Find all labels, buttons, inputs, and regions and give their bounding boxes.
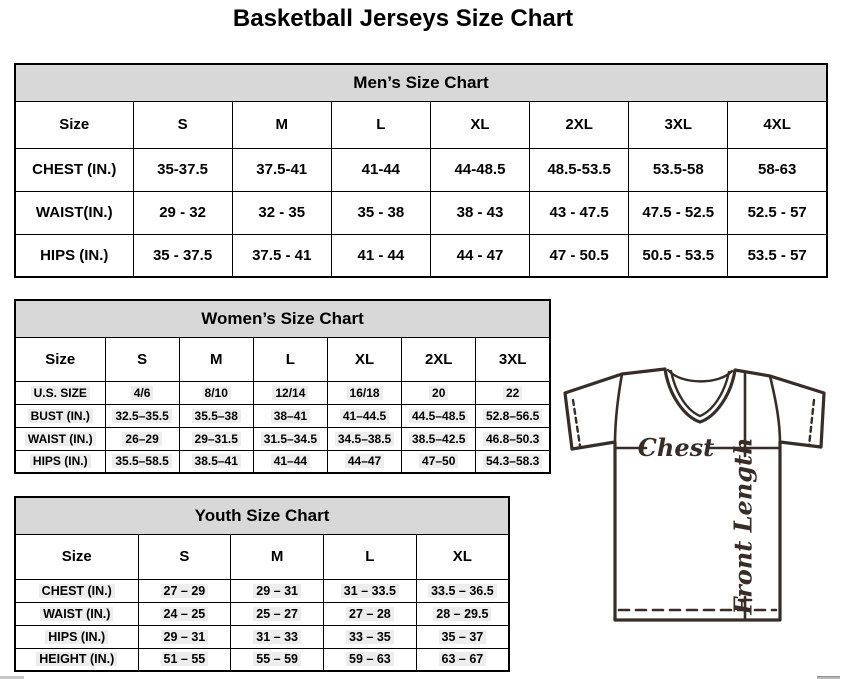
youth-row-label: HEIGHT (IN.) [15, 648, 138, 671]
womens-size-value: 8/10 [179, 381, 253, 404]
womens-size-value: 20 [402, 381, 476, 404]
womens-column-header: S [105, 337, 179, 381]
mens-size-value: 35-37.5 [133, 148, 232, 191]
womens-size-value: 41–44 [253, 450, 327, 473]
womens-size-value: 38.5–42.5 [402, 427, 476, 450]
mens-column-header: L [331, 101, 430, 148]
youth-column-header: L [324, 534, 417, 579]
womens-column-header: 2XL [402, 337, 476, 381]
jersey-measurement-diagram [558, 360, 840, 660]
womens-size-value: 41–44.5 [327, 404, 401, 427]
womens-row [15, 427, 550, 450]
womens-size-value: 34.5–38.5 [327, 427, 401, 450]
womens-column-header: 3XL [476, 337, 550, 381]
youth-size-value: 27 – 28 [324, 602, 417, 625]
womens-size-value: 46.8–50.3 [476, 427, 550, 450]
womens-size-value: 4/6 [105, 381, 179, 404]
womens-size-value: 47–50 [402, 450, 476, 473]
mens-column-header: Size [15, 101, 133, 148]
mens-size-value: 35 - 37.5 [133, 234, 232, 277]
jersey-outline-icon [558, 360, 840, 660]
mens-column-header: 2XL [530, 101, 629, 148]
womens-size-value: 44.5–48.5 [402, 404, 476, 427]
womens-row-label: HIPS (IN.) [15, 450, 105, 473]
womens-size-value: 35.5–58.5 [105, 450, 179, 473]
youth-row [15, 648, 509, 671]
womens-size-value: 12/14 [253, 381, 327, 404]
womens-row-label: WAIST (IN.) [15, 427, 105, 450]
youth-size-chart-table [14, 496, 510, 672]
youth-column-header: S [138, 534, 231, 579]
womens-column-header: XL [327, 337, 401, 381]
womens-size-chart-table [14, 299, 551, 474]
mens-size-value: 37.5 - 41 [232, 234, 331, 277]
womens-row [15, 450, 550, 473]
womens-size-value: 44–47 [327, 450, 401, 473]
youth-size-value: 33 – 35 [324, 625, 417, 648]
womens-table-title: Women’s Size Chart [15, 300, 550, 337]
mens-size-value: 50.5 - 53.5 [629, 234, 728, 277]
youth-size-value: 25 – 27 [231, 602, 324, 625]
youth-size-value: 31 – 33 [231, 625, 324, 648]
mens-size-value: 29 - 32 [133, 191, 232, 234]
mens-size-value: 47.5 - 52.5 [629, 191, 728, 234]
mens-size-value: 43 - 47.5 [530, 191, 629, 234]
mens-size-value: 52.5 - 57 [728, 191, 827, 234]
youth-size-value: 63 – 67 [416, 648, 509, 671]
mens-row-label: WAIST(IN.) [15, 191, 133, 234]
youth-row-label: HIPS (IN.) [15, 625, 138, 648]
mens-row-label: HIPS (IN.) [15, 234, 133, 277]
womens-column-header: Size [15, 337, 105, 381]
mens-size-value: 44-48.5 [430, 148, 529, 191]
mens-column-header: S [133, 101, 232, 148]
mens-row [15, 234, 827, 277]
mens-row [15, 148, 827, 191]
mens-size-value: 38 - 43 [430, 191, 529, 234]
womens-row-label: U.S. SIZE [15, 381, 105, 404]
mens-column-header: 4XL [728, 101, 827, 148]
collar-back-line [668, 370, 732, 381]
youth-row [15, 579, 509, 602]
chest-label: Chest [637, 433, 715, 462]
youth-size-value: 28 – 29.5 [416, 602, 509, 625]
mens-size-value: 44 - 47 [430, 234, 529, 277]
youth-row-label: CHEST (IN.) [15, 579, 138, 602]
womens-size-value: 38–41 [253, 404, 327, 427]
womens-size-value: 38.5–41 [179, 450, 253, 473]
youth-row-label: WAIST (IN.) [15, 602, 138, 625]
womens-column-header: M [179, 337, 253, 381]
mens-row-label: CHEST (IN.) [15, 148, 133, 191]
youth-size-value: 31 – 33.5 [324, 579, 417, 602]
mens-size-value: 41 - 44 [331, 234, 430, 277]
youth-size-value: 51 – 55 [138, 648, 231, 671]
womens-size-value: 26–29 [105, 427, 179, 450]
youth-size-value: 35 – 37 [416, 625, 509, 648]
page-title: Basketball Jerseys Size Chart [232, 5, 574, 32]
youth-size-value: 27 – 29 [138, 579, 231, 602]
youth-column-header: M [231, 534, 324, 579]
mens-size-value: 58-63 [728, 148, 827, 191]
mens-column-header: XL [430, 101, 529, 148]
womens-size-value: 54.3–58.3 [476, 450, 550, 473]
mens-size-value: 35 - 38 [331, 191, 430, 234]
mens-size-chart-table [14, 63, 828, 278]
mens-size-value: 37.5-41 [232, 148, 331, 191]
mens-row [15, 191, 827, 234]
womens-row-label: BUST (IN.) [15, 404, 105, 427]
womens-row [15, 381, 550, 404]
jersey-body-outline [565, 369, 824, 620]
youth-size-value: 24 – 25 [138, 602, 231, 625]
youth-size-value: 55 – 59 [231, 648, 324, 671]
youth-table-title: Youth Size Chart [15, 497, 509, 534]
mens-column-header: 3XL [629, 101, 728, 148]
mens-table-title: Men’s Size Chart [15, 64, 827, 101]
mens-size-value: 48.5-53.5 [530, 148, 629, 191]
womens-size-value: 35.5–38 [179, 404, 253, 427]
mens-column-header: M [232, 101, 331, 148]
youth-column-header: Size [15, 534, 138, 579]
womens-size-value: 22 [476, 381, 550, 404]
womens-column-header: L [253, 337, 327, 381]
mens-size-value: 53.5 - 57 [728, 234, 827, 277]
youth-row [15, 625, 509, 648]
womens-size-value: 16/18 [327, 381, 401, 404]
youth-size-value: 59 – 63 [324, 648, 417, 671]
youth-size-value: 33.5 – 36.5 [416, 579, 509, 602]
mens-size-value: 41-44 [331, 148, 430, 191]
womens-size-value: 31.5–34.5 [253, 427, 327, 450]
mens-size-value: 32 - 35 [232, 191, 331, 234]
youth-size-value: 29 – 31 [231, 579, 324, 602]
youth-column-header: XL [416, 534, 509, 579]
womens-row [15, 404, 550, 427]
mens-size-value: 53.5-58 [629, 148, 728, 191]
mens-size-value: 47 - 50.5 [530, 234, 629, 277]
front-length-label: Front Length [728, 437, 758, 615]
womens-size-value: 32.5–35.5 [105, 404, 179, 427]
womens-size-value: 52.8–56.5 [476, 404, 550, 427]
womens-size-value: 29–31.5 [179, 427, 253, 450]
youth-row [15, 602, 509, 625]
youth-size-value: 29 – 31 [138, 625, 231, 648]
